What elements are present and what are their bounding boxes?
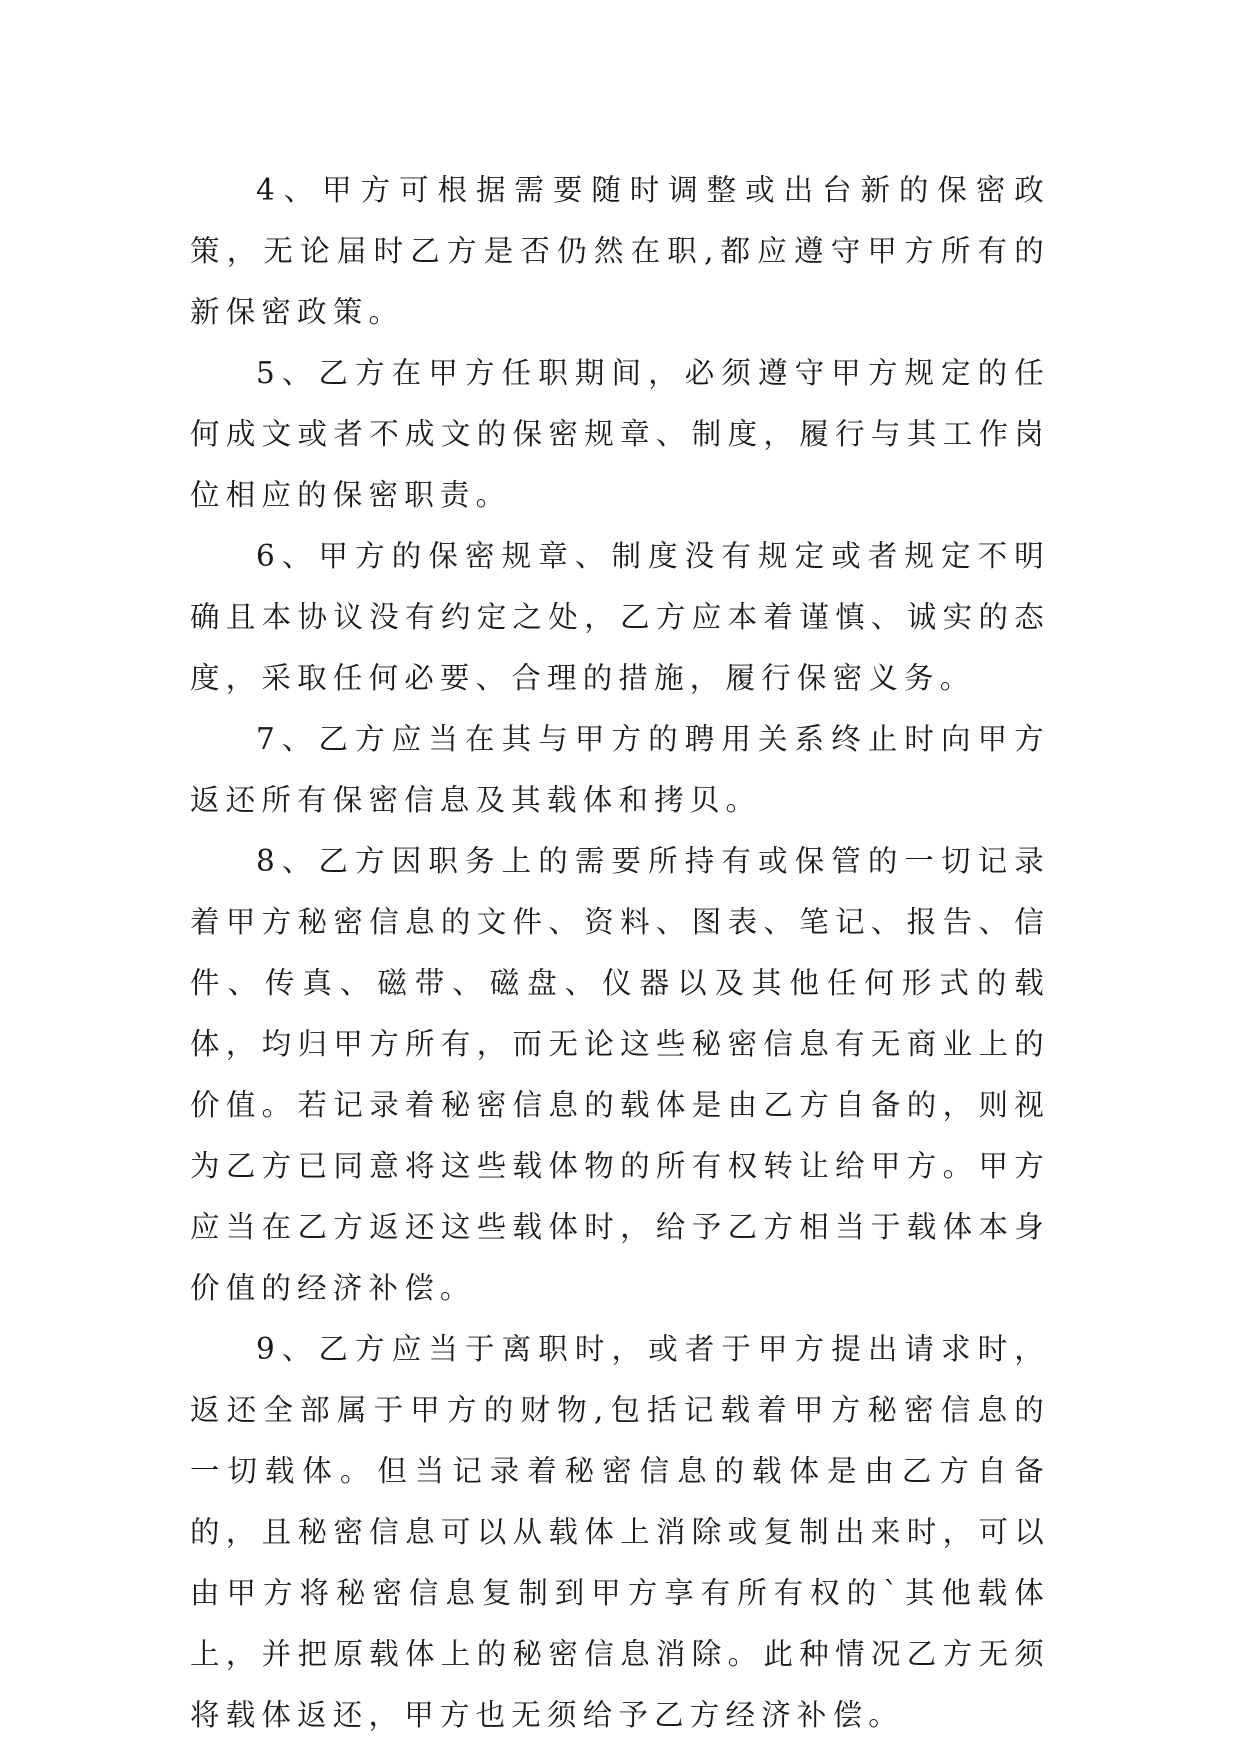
paragraph-clause-5: 5、乙方在甲方任职期间，必须遵守甲方规定的任何成文或者不成文的保密规章、制度，履行与其工作岗位相应的保密职责。: [190, 356, 1050, 512]
document-body: [190, 160, 1050, 1746]
paragraph-clause-6: 6、甲方的保密规章、制度没有规定或者规定不明确且本协议没有约定之处，乙方应本着谨慎、诚实的态度，采取任何必要、合理的措施，履行保密义务。: [190, 539, 1050, 695]
paragraph-clause-9: 9、乙方应当于离职时，或者于甲方提出请求时，返还全部属于甲方的财物,包括记载着甲方秘密信息的一切载体。但当记录着秘密信息的载体是由乙方自备的，且秘密信息可以从载体上消除或复制出来时，可以由甲方将秘密信息复制到甲方享有所有权的`其他载体上，并把原载体上的秘密信息消除。此种情况乙方无须将载体返还，甲方也无须给予乙方经济补偿。: [190, 1332, 1050, 1732]
paragraph-clause-8: 8、乙方因职务上的需要所持有或保管的一切记录着甲方秘密信息的文件、资料、图表、笔记、报告、信件、传真、磁带、磁盘、仪器以及其他任何形式的载体，均归甲方所有，而无论这些秘密信息有无商业上的价值。若记录着秘密信息的载体是由乙方自备的，则视为乙方已同意将这些载体物的所有权转让给甲方。甲方应当在乙方返还这些载体时，给予乙方相当于载体本身价值的经济补偿。: [190, 844, 1050, 1305]
paragraph-clause-7: 7、乙方应当在其与甲方的聘用关系终止时向甲方返还所有保密信息及其载体和拷贝。: [190, 722, 1050, 817]
paragraph-clause-4: 4、甲方可根据需要随时调整或出台新的保密政策，无论届时乙方是否仍然在职,都应遵守甲方所有的新保密政策。: [190, 173, 1050, 329]
